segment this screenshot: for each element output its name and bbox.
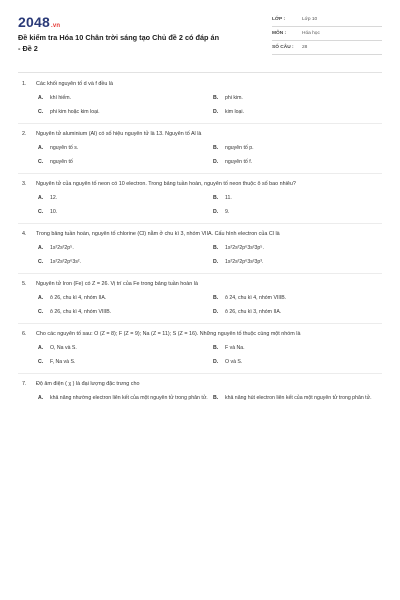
option-letter: D. [213, 109, 219, 115]
option-text: ô 26, chu kì 4, nhóm VIIIB. [50, 309, 112, 315]
option-letter: C. [38, 259, 44, 265]
answer-option[interactable] [38, 244, 213, 252]
question-text: Nguyên tử Iron (Fe) có Z = 26. Vị trí của Fe trong bảng tuần hoàn là [36, 281, 198, 287]
option-letter: C. [38, 309, 44, 315]
answer-option[interactable] [38, 144, 213, 152]
question-item [18, 230, 382, 266]
option-letter: B. [213, 345, 219, 351]
option-letter: B. [213, 145, 219, 151]
question-number: 3. [22, 181, 27, 187]
header-divider [18, 72, 382, 73]
option-letter: A. [38, 95, 44, 101]
question-stem [18, 230, 382, 239]
question-number: 1. [22, 81, 27, 87]
question-stem [18, 180, 382, 189]
option-letter: D. [213, 359, 219, 365]
answer-option[interactable] [38, 308, 213, 316]
option-text: kim loại. [225, 109, 245, 115]
option-letter: B. [213, 295, 219, 301]
option-text: nguyên tố s. [50, 145, 79, 151]
answer-option[interactable] [213, 244, 388, 252]
option-letter: A. [38, 295, 44, 301]
answer-option[interactable] [213, 108, 388, 116]
meta-table [272, 16, 382, 58]
answer-option[interactable] [38, 258, 213, 266]
option-text: khí hiếm. [50, 95, 72, 101]
question-number: 6. [22, 331, 27, 337]
option-letter: D. [213, 159, 219, 165]
option-letter: C. [38, 359, 44, 365]
option-text: 1s²2s²2p⁶3s²3p³. [225, 259, 264, 265]
option-text: 11. [225, 195, 232, 201]
option-text: ô 24, chu kì 4, nhóm VIIIB. [225, 295, 287, 301]
question-item [18, 280, 382, 316]
question-text: Nguyên tử aluminium (Al) có số hiệu nguyên tử là 13. Nguyên tố Al là [36, 131, 202, 137]
question-number: 2. [22, 131, 27, 137]
option-text: O, Na và S. [50, 345, 77, 351]
option-letter: D. [213, 209, 219, 215]
meta-value: 28 [302, 45, 308, 50]
option-letter: B. [213, 195, 219, 201]
question-number: 7. [22, 381, 27, 387]
option-text: ô 26, chu kì 3, nhóm IIA. [225, 309, 282, 315]
option-letter: A. [38, 395, 44, 401]
answer-option[interactable] [213, 344, 388, 352]
option-text: F và Na. [225, 345, 245, 351]
option-letter: A. [38, 145, 44, 151]
question-divider [18, 373, 382, 374]
question-list [18, 80, 382, 402]
option-text: nguyên tố f. [225, 159, 253, 165]
question-text: Nguyên tử của nguyên tố neon có 10 electron. Trong bảng tuần hoàn, nguyên tố neon thuộc ô số bao nhiêu? [36, 181, 296, 187]
question-divider [18, 323, 382, 324]
meta-row-subject [272, 30, 382, 41]
answer-option[interactable] [38, 344, 213, 352]
answer-option[interactable] [213, 94, 388, 102]
answer-option[interactable] [38, 358, 213, 366]
question-number: 4. [22, 231, 27, 237]
question-stem [18, 80, 382, 89]
option-text: phi kim hoặc kim loại. [50, 109, 100, 115]
option-letter: A. [38, 345, 44, 351]
answer-option[interactable] [38, 194, 213, 202]
answer-option[interactable] [213, 158, 388, 166]
answer-option[interactable] [38, 158, 213, 166]
option-text: 1s²2s²2p⁶3s²3p⁵. [225, 245, 264, 251]
answer-option[interactable] [38, 294, 213, 302]
question-divider [18, 223, 382, 224]
page-title: Đề kiểm tra Hóa 10 Chân trời sáng tạo Chủ đề 2 có đáp án - Đề 2 [18, 33, 220, 53]
site-logo[interactable] [18, 14, 60, 30]
question-text: Cho các nguyên tố sau: O (Z = 8); F (Z = 9); Na (Z = 11); S (Z = 16). Những nguyên tố thuộc cùng một nhóm là [36, 331, 301, 337]
answer-options [18, 194, 382, 216]
option-letter: C. [38, 109, 44, 115]
option-text: O và S. [225, 359, 243, 365]
question-stem [18, 380, 382, 389]
answer-options [18, 394, 382, 402]
answer-option[interactable] [38, 394, 213, 402]
answer-option[interactable] [213, 258, 388, 266]
question-divider [18, 273, 382, 274]
option-letter: B. [213, 245, 219, 251]
answer-option[interactable] [213, 308, 388, 316]
option-text: 1s²2s²2p⁵. [50, 245, 74, 251]
question-item [18, 180, 382, 216]
question-text: Các khối nguyên tố d và f đều là [36, 81, 114, 87]
question-item [18, 80, 382, 116]
logo-suffix: .vn [50, 23, 61, 29]
option-text: phi kim. [225, 95, 243, 101]
option-letter: B. [213, 95, 219, 101]
option-text: nguyên tố p. [225, 145, 254, 151]
answer-option[interactable] [213, 208, 388, 216]
option-letter: B. [213, 395, 219, 401]
option-letter: D. [213, 309, 219, 315]
answer-option[interactable] [213, 394, 388, 402]
question-item [18, 130, 382, 166]
answer-option[interactable] [213, 358, 388, 366]
option-letter: A. [38, 245, 44, 251]
option-text: 1s²2s²2p⁶3s². [50, 259, 81, 265]
option-text: nguyên tố [50, 159, 73, 165]
answer-option[interactable] [38, 208, 213, 216]
option-letter: A. [38, 195, 44, 201]
meta-value: Hóa học [302, 31, 320, 36]
answer-options [18, 244, 382, 266]
option-text: khả năng nhường electron liên kết của một nguyên tử trong phân tử. [50, 395, 208, 401]
question-item [18, 380, 382, 402]
option-text: 12. [50, 195, 58, 201]
question-stem [18, 330, 382, 339]
question-divider [18, 173, 382, 174]
option-text: khả năng hút electron liên kết của một nguyên tử trong phân tử. [225, 395, 372, 401]
option-text: F, Na và S. [50, 359, 76, 365]
answer-options [18, 294, 382, 316]
answer-option[interactable] [213, 144, 388, 152]
meta-key: SỐ CÂU : [272, 45, 294, 50]
option-letter: C. [38, 159, 44, 165]
meta-key: LỚP : [272, 17, 286, 22]
logo-text: 2048 [18, 14, 50, 30]
meta-value: Lớp 10 [302, 17, 318, 22]
option-text: 9. [225, 209, 230, 215]
option-letter: C. [38, 209, 44, 215]
answer-option[interactable] [38, 94, 213, 102]
meta-row-count [272, 44, 382, 55]
question-text: Trong bảng tuần hoàn, nguyên tố chlorine (Cl) nằm ở chu kì 3, nhóm VIIA. Cấu hình electron của Cl là [36, 231, 280, 237]
option-text: 10. [50, 209, 58, 215]
meta-row-class [272, 16, 382, 27]
answer-options [18, 144, 382, 166]
question-divider [18, 123, 382, 124]
answer-option[interactable] [213, 194, 388, 202]
question-stem [18, 280, 382, 289]
option-text: ô 26, chu kì 4, nhóm IIA. [50, 295, 107, 301]
question-stem [18, 130, 382, 139]
answer-options [18, 94, 382, 116]
option-letter: D. [213, 259, 219, 265]
answer-option[interactable] [38, 108, 213, 116]
answer-option[interactable] [213, 294, 388, 302]
answer-options [18, 344, 382, 366]
question-text: Độ âm điện ( χ ) là đại lượng đặc trưng cho [36, 381, 140, 387]
document-header [18, 12, 382, 68]
meta-key: MÔN : [272, 31, 287, 36]
question-number: 5. [22, 281, 27, 287]
question-item [18, 330, 382, 366]
